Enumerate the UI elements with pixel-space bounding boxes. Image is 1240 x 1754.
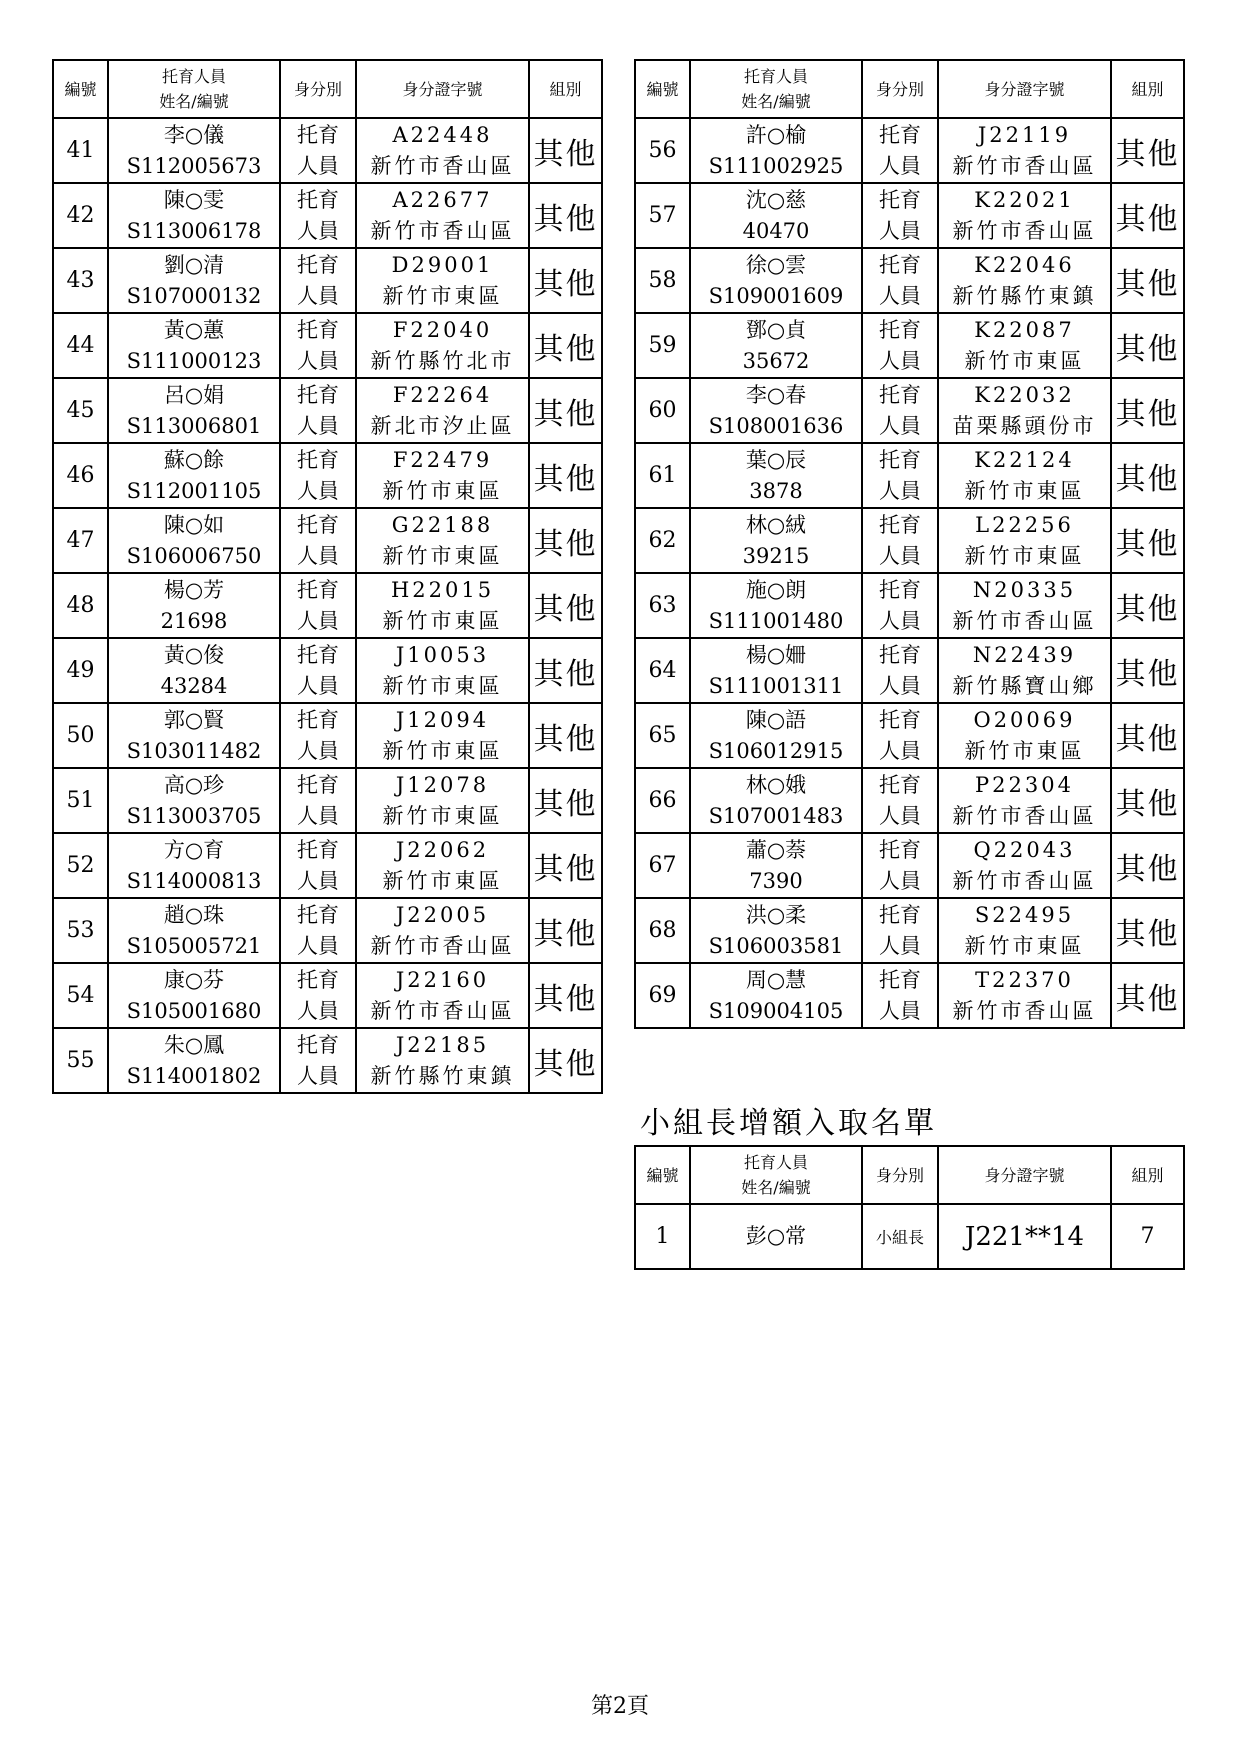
row-number: 58 [635, 248, 690, 313]
caregiver-name: 康○芬 S105001680 [108, 963, 280, 1028]
header-group: 組別 [1111, 1146, 1184, 1204]
header-name: 托育人員 姓名/編號 [108, 60, 280, 118]
header-no: 編號 [635, 1146, 690, 1204]
caregiver-id: K22087 新竹市東區 [938, 313, 1111, 378]
header-name: 托育人員 姓名/編號 [690, 1146, 862, 1204]
table-row [53, 443, 602, 508]
caregiver-group: 其他 [529, 443, 602, 508]
row-number: 47 [53, 508, 108, 573]
header-role: 身分別 [862, 60, 938, 118]
table-row [635, 703, 1184, 768]
caregiver-table-right [634, 59, 1185, 1029]
caregiver-id: J10053 新竹市東區 [356, 638, 529, 703]
caregiver-role: 托育 人員 [280, 703, 356, 768]
table-row [635, 1204, 1184, 1269]
caregiver-id: A22677 新竹市香山區 [356, 183, 529, 248]
supplementary-leader-table [634, 1145, 1185, 1270]
caregiver-group: 其他 [1111, 118, 1184, 183]
caregiver-role: 托育 人員 [280, 248, 356, 313]
caregiver-role: 托育 人員 [280, 313, 356, 378]
caregiver-role: 托育 人員 [280, 183, 356, 248]
caregiver-name: 蕭○萘 7390 [690, 833, 862, 898]
caregiver-id: O20069 新竹市東區 [938, 703, 1111, 768]
caregiver-name: 楊○姍 S111001311 [690, 638, 862, 703]
caregiver-id: J22185 新竹縣竹東鎮 [356, 1028, 529, 1093]
caregiver-role: 托育 人員 [280, 573, 356, 638]
table-row [635, 248, 1184, 313]
caregiver-id: D29001 新竹市東區 [356, 248, 529, 313]
row-number: 53 [53, 898, 108, 963]
table-row [635, 833, 1184, 898]
table-row [635, 963, 1184, 1028]
caregiver-id: N20335 新竹市香山區 [938, 573, 1111, 638]
table-row [635, 768, 1184, 833]
section-title: 小組長增額入取名單 [640, 1106, 937, 1141]
caregiver-role: 托育 人員 [280, 378, 356, 443]
caregiver-name: 徐○雲 S109001609 [690, 248, 862, 313]
caregiver-role: 托育 人員 [862, 573, 938, 638]
caregiver-role: 托育 人員 [280, 768, 356, 833]
caregiver-group: 其他 [1111, 378, 1184, 443]
header-role: 身分別 [280, 60, 356, 118]
caregiver-group: 其他 [1111, 313, 1184, 378]
table-row [635, 118, 1184, 183]
caregiver-group: 其他 [1111, 833, 1184, 898]
caregiver-group: 其他 [529, 768, 602, 833]
table-row [635, 313, 1184, 378]
caregiver-role: 托育 人員 [280, 443, 356, 508]
caregiver-name: 李○儀 S112005673 [108, 118, 280, 183]
caregiver-name: 郭○賢 S103011482 [108, 703, 280, 768]
caregiver-group: 其他 [529, 378, 602, 443]
caregiver-id: J12094 新竹市東區 [356, 703, 529, 768]
caregiver-id: T22370 新竹市香山區 [938, 963, 1111, 1028]
caregiver-id: Q22043 新竹市香山區 [938, 833, 1111, 898]
table-row [53, 833, 602, 898]
caregiver-group: 其他 [529, 703, 602, 768]
caregiver-role: 托育 人員 [280, 833, 356, 898]
caregiver-id: H22015 新竹市東區 [356, 573, 529, 638]
row-number: 66 [635, 768, 690, 833]
table-row [53, 573, 602, 638]
table-header-row [635, 60, 1184, 118]
caregiver-role: 托育 人員 [862, 963, 938, 1028]
table-row [53, 118, 602, 183]
caregiver-group: 其他 [529, 118, 602, 183]
caregiver-name: 方○育 S114000813 [108, 833, 280, 898]
caregiver-role: 托育 人員 [280, 898, 356, 963]
header-name: 托育人員 姓名/編號 [690, 60, 862, 118]
header-group: 組別 [1111, 60, 1184, 118]
row-number: 62 [635, 508, 690, 573]
caregiver-id: J22005 新竹市香山區 [356, 898, 529, 963]
caregiver-name: 林○絨 39215 [690, 508, 862, 573]
caregiver-role: 托育 人員 [862, 248, 938, 313]
row-number: 65 [635, 703, 690, 768]
row-number: 60 [635, 378, 690, 443]
table-header-row [53, 60, 602, 118]
caregiver-group: 其他 [1111, 248, 1184, 313]
table-row [635, 183, 1184, 248]
caregiver-role: 托育 人員 [280, 638, 356, 703]
caregiver-id: A22448 新竹市香山區 [356, 118, 529, 183]
caregiver-role: 托育 人員 [862, 768, 938, 833]
row-number: 45 [53, 378, 108, 443]
row-number: 57 [635, 183, 690, 248]
caregiver-role: 托育 人員 [280, 508, 356, 573]
row-number: 69 [635, 963, 690, 1028]
caregiver-id: J12078 新竹市東區 [356, 768, 529, 833]
table-row [53, 768, 602, 833]
caregiver-name: 陳○雯 S113006178 [108, 183, 280, 248]
caregiver-name: 葉○辰 3878 [690, 443, 862, 508]
table-row [53, 898, 602, 963]
caregiver-group: 其他 [529, 573, 602, 638]
caregiver-name: 陳○如 S106006750 [108, 508, 280, 573]
header-no: 編號 [635, 60, 690, 118]
caregiver-role: 托育 人員 [862, 898, 938, 963]
caregiver-role: 托育 人員 [862, 833, 938, 898]
table-row [635, 573, 1184, 638]
caregiver-group: 其他 [529, 898, 602, 963]
caregiver-id: F22040 新竹縣竹北市 [356, 313, 529, 378]
caregiver-name: 楊○芳 21698 [108, 573, 280, 638]
caregiver-name: 林○娥 S107001483 [690, 768, 862, 833]
row-number: 46 [53, 443, 108, 508]
row-number: 44 [53, 313, 108, 378]
caregiver-id: J22062 新竹市東區 [356, 833, 529, 898]
caregiver-group: 其他 [529, 508, 602, 573]
caregiver-group: 其他 [529, 833, 602, 898]
table-row [53, 508, 602, 573]
table-row [53, 313, 602, 378]
caregiver-role: 托育 人員 [862, 508, 938, 573]
caregiver-id: K22124 新竹市東區 [938, 443, 1111, 508]
caregiver-id: K22021 新竹市香山區 [938, 183, 1111, 248]
table-row [53, 183, 602, 248]
caregiver-group: 其他 [1111, 768, 1184, 833]
caregiver-name: 高○珍 S113003705 [108, 768, 280, 833]
row-number: 55 [53, 1028, 108, 1093]
caregiver-id: L22256 新竹市東區 [938, 508, 1111, 573]
header-id: 身分證字號 [938, 1146, 1111, 1204]
caregiver-name: 黃○蕙 S111000123 [108, 313, 280, 378]
caregiver-name: 洪○柔 S106003581 [690, 898, 862, 963]
table-row [635, 443, 1184, 508]
row-number: 50 [53, 703, 108, 768]
caregiver-group: 其他 [1111, 703, 1184, 768]
caregiver-role: 托育 人員 [862, 703, 938, 768]
caregiver-id: F22479 新竹市東區 [356, 443, 529, 508]
caregiver-name: 蘇○餘 S112001105 [108, 443, 280, 508]
row-number: 52 [53, 833, 108, 898]
caregiver-role: 托育 人員 [862, 443, 938, 508]
caregiver-group: 其他 [529, 313, 602, 378]
table-row [635, 898, 1184, 963]
leader-role: 小組長 [862, 1204, 938, 1269]
caregiver-id: P22304 新竹市香山區 [938, 768, 1111, 833]
caregiver-id: S22495 新竹市東區 [938, 898, 1111, 963]
caregiver-id: K22046 新竹縣竹東鎮 [938, 248, 1111, 313]
caregiver-group: 其他 [529, 248, 602, 313]
table-row [53, 1028, 602, 1093]
row-number: 48 [53, 573, 108, 638]
caregiver-role: 托育 人員 [862, 638, 938, 703]
page-number: 第2頁 [591, 1694, 649, 1719]
caregiver-role: 托育 人員 [862, 118, 938, 183]
caregiver-role: 托育 人員 [280, 118, 356, 183]
row-number: 67 [635, 833, 690, 898]
caregiver-group: 其他 [1111, 898, 1184, 963]
caregiver-id: N22439 新竹縣寶山鄉 [938, 638, 1111, 703]
header-group: 組別 [529, 60, 602, 118]
row-number: 51 [53, 768, 108, 833]
caregiver-group: 其他 [1111, 573, 1184, 638]
caregiver-role: 托育 人員 [862, 183, 938, 248]
header-id: 身分證字號 [938, 60, 1111, 118]
caregiver-group: 其他 [1111, 963, 1184, 1028]
row-number: 56 [635, 118, 690, 183]
caregiver-group: 其他 [529, 638, 602, 703]
caregiver-role: 托育 人員 [862, 313, 938, 378]
row-number: 61 [635, 443, 690, 508]
header-id: 身分證字號 [356, 60, 529, 118]
row-number: 1 [635, 1204, 690, 1269]
caregiver-name: 黃○俊 43284 [108, 638, 280, 703]
row-number: 49 [53, 638, 108, 703]
table-row [53, 638, 602, 703]
caregiver-id: F22264 新北市汐止區 [356, 378, 529, 443]
row-number: 68 [635, 898, 690, 963]
table-row [635, 508, 1184, 573]
caregiver-name: 沈○慈 40470 [690, 183, 862, 248]
row-number: 41 [53, 118, 108, 183]
caregiver-role: 托育 人員 [280, 963, 356, 1028]
caregiver-name: 趙○珠 S105005721 [108, 898, 280, 963]
table-row [635, 378, 1184, 443]
table-row [53, 378, 602, 443]
caregiver-name: 陳○語 S106012915 [690, 703, 862, 768]
caregiver-group: 其他 [529, 963, 602, 1028]
row-number: 43 [53, 248, 108, 313]
leader-name: 彭○常 [690, 1204, 862, 1269]
caregiver-group: 其他 [529, 183, 602, 248]
header-no: 編號 [53, 60, 108, 118]
caregiver-name: 呂○娟 S113006801 [108, 378, 280, 443]
caregiver-group: 其他 [529, 1028, 602, 1093]
caregiver-name: 劉○清 S107000132 [108, 248, 280, 313]
caregiver-id: K22032 苗栗縣頭份市 [938, 378, 1111, 443]
caregiver-name: 許○榆 S111002925 [690, 118, 862, 183]
caregiver-role: 托育 人員 [280, 1028, 356, 1093]
caregiver-id: J22160 新竹市香山區 [356, 963, 529, 1028]
row-number: 42 [53, 183, 108, 248]
table-row [53, 703, 602, 768]
caregiver-role: 托育 人員 [862, 378, 938, 443]
caregiver-group: 其他 [1111, 638, 1184, 703]
table-header-row [635, 1146, 1184, 1204]
row-number: 59 [635, 313, 690, 378]
leader-id: J221**14 [938, 1204, 1111, 1269]
caregiver-name: 朱○鳳 S114001802 [108, 1028, 280, 1093]
table-row [53, 963, 602, 1028]
row-number: 54 [53, 963, 108, 1028]
caregiver-group: 其他 [1111, 183, 1184, 248]
header-role: 身分別 [862, 1146, 938, 1204]
caregiver-name: 鄧○貞 35672 [690, 313, 862, 378]
caregiver-name: 李○春 S108001636 [690, 378, 862, 443]
table-row [53, 248, 602, 313]
table-row [635, 638, 1184, 703]
caregiver-name: 周○慧 S109004105 [690, 963, 862, 1028]
caregiver-id: J22119 新竹市香山區 [938, 118, 1111, 183]
caregiver-id: G22188 新竹市東區 [356, 508, 529, 573]
leader-group: 7 [1111, 1204, 1184, 1269]
caregiver-group: 其他 [1111, 508, 1184, 573]
row-number: 64 [635, 638, 690, 703]
caregiver-table-left [52, 59, 603, 1094]
caregiver-name: 施○朗 S111001480 [690, 573, 862, 638]
caregiver-group: 其他 [1111, 443, 1184, 508]
row-number: 63 [635, 573, 690, 638]
